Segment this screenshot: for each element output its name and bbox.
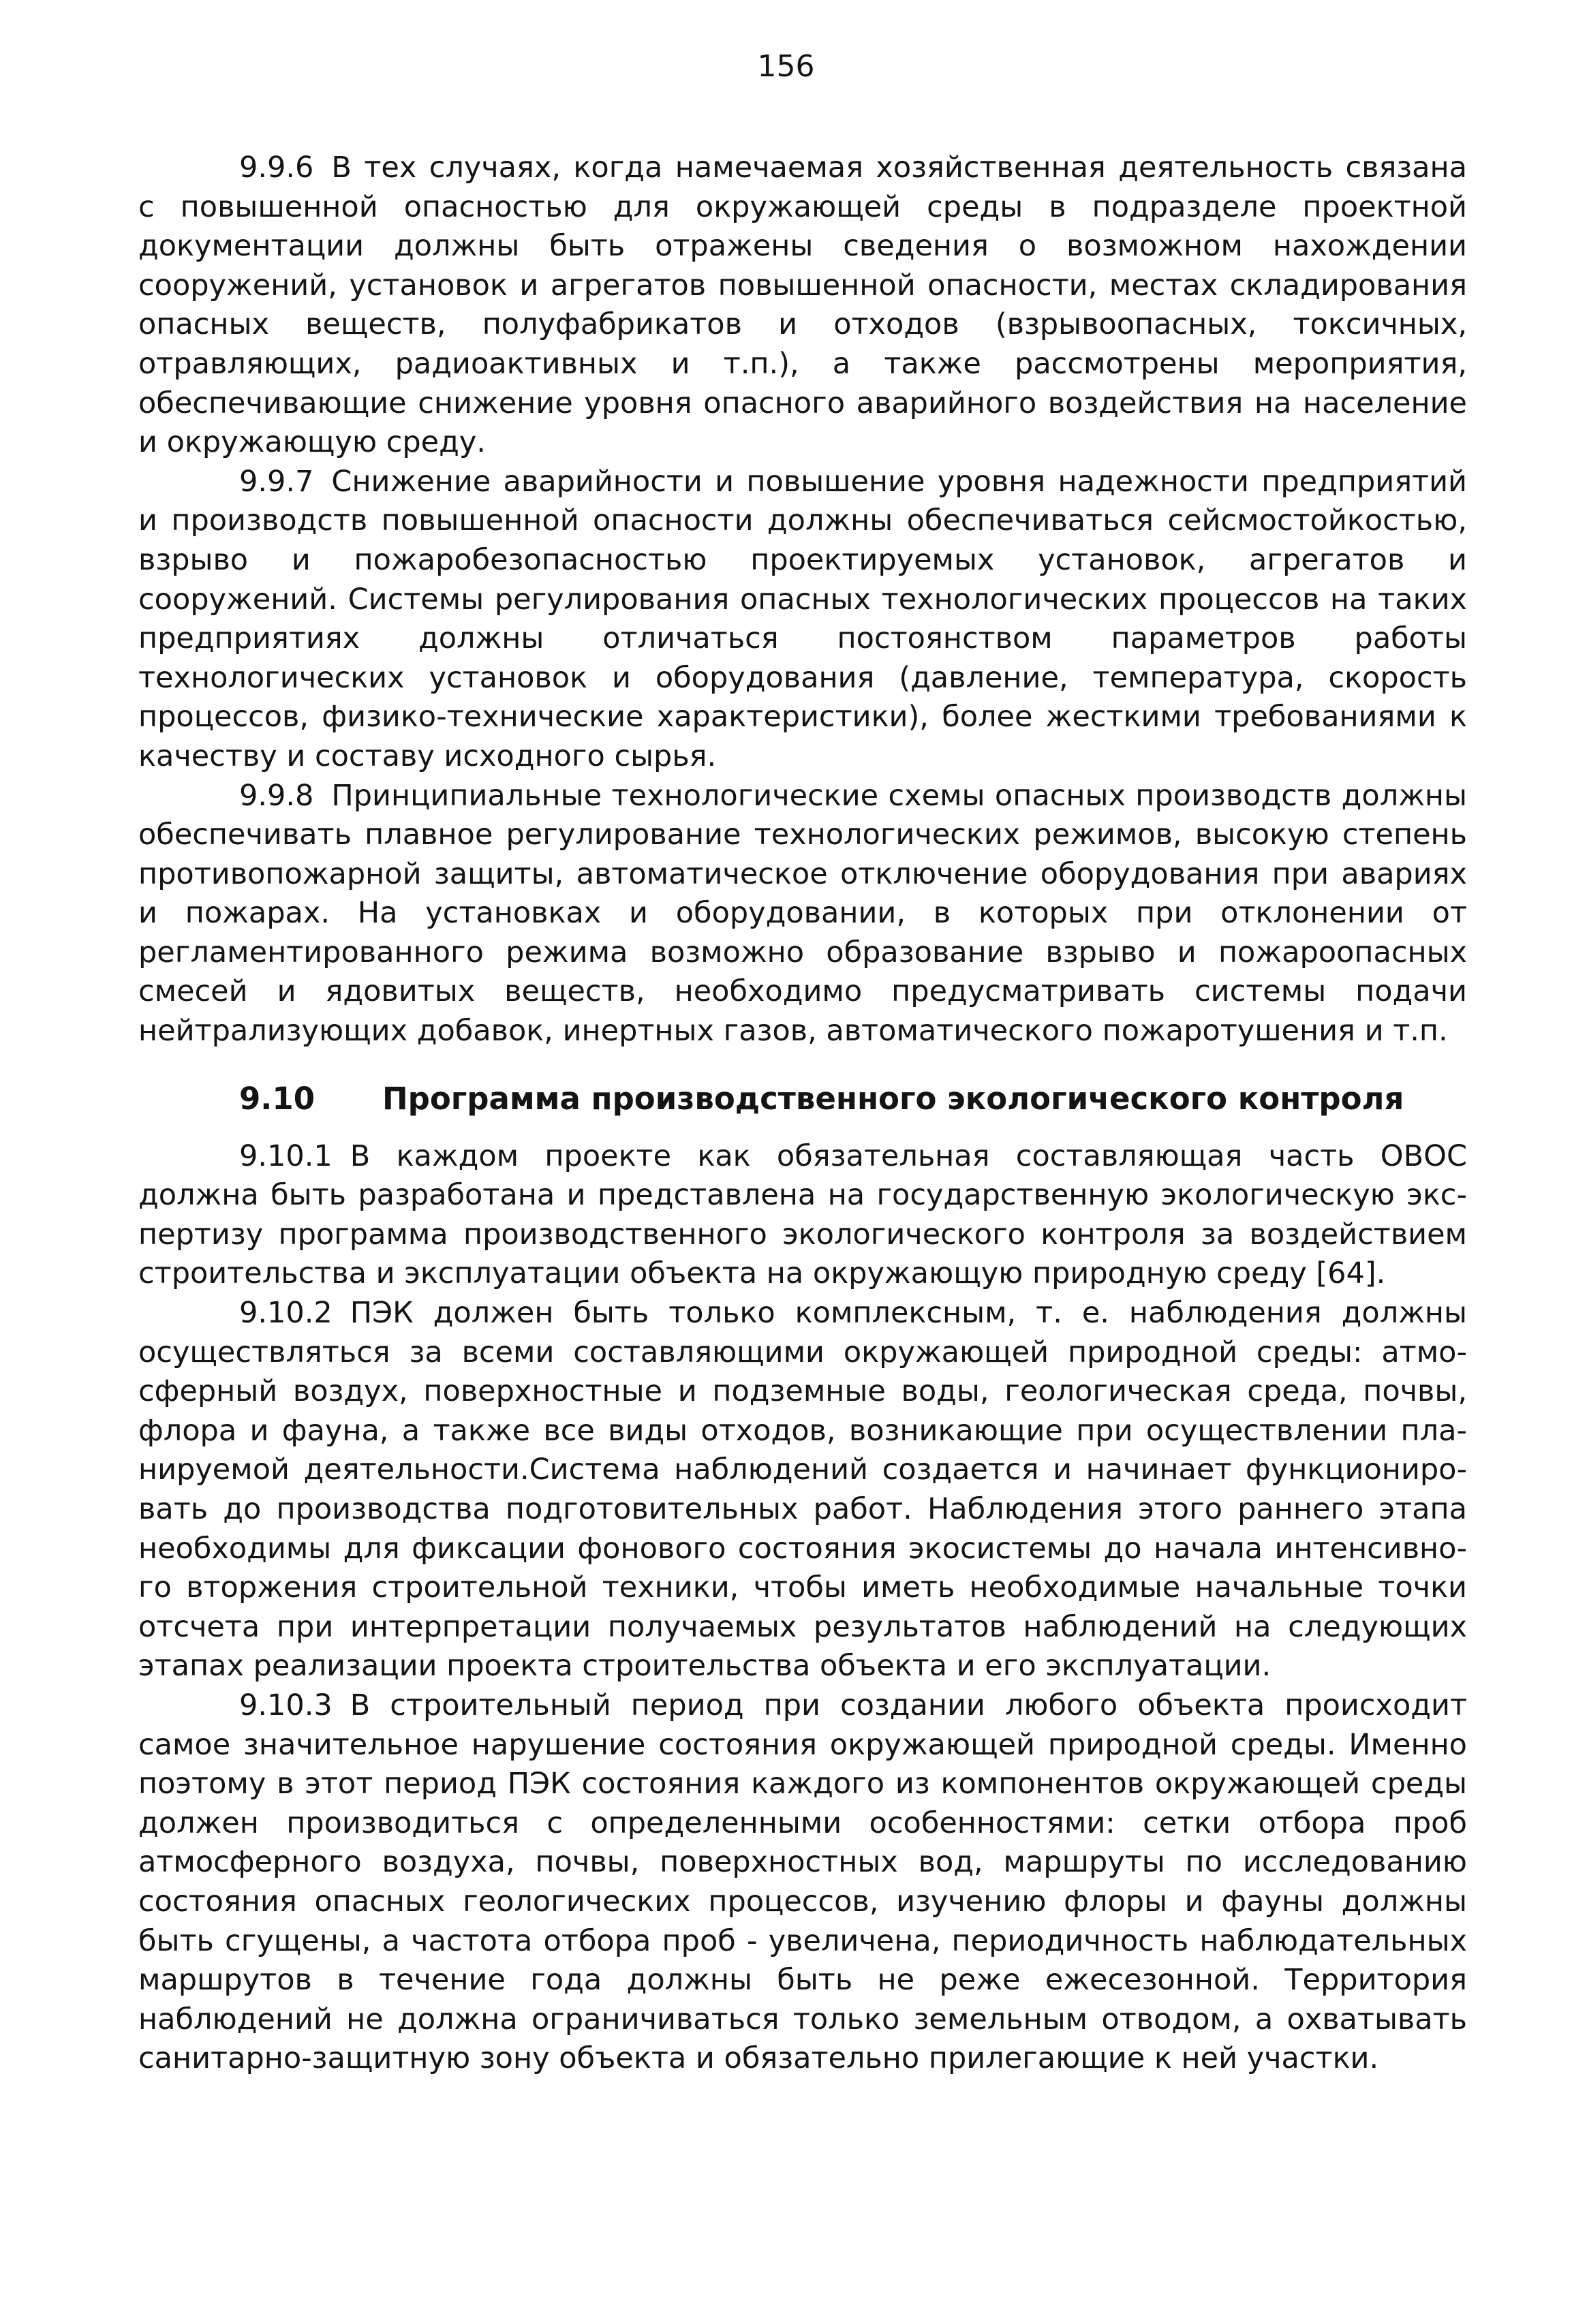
section-heading <box>138 1079 1467 1119</box>
paragraph-9-10-3 <box>138 1686 1467 2079</box>
paragraph-text: ПЭК должен быть только комплексным, т. е. наблюдения должны осуществляться за всеми составляющими окружающей природной среды: атмосферный воздух, поверхностные и подземные воды, геологическая среда, почвы, флора и фауна, а также все виды отходов, возникающие при осуществлении планируемой деятельности.Система наблюдений создается и начинает функционировать до производства подготовительных работ. Наблюдения этого раннего этапа необходимы для фиксации фонового состояния экосистемы до начала интенсивного вторжения строительной техники, чтобы иметь необходимые начальные точки отсчета при интерпретации получаемых результатов наблюдений на следующих этапах реализации проекта строительства объекта и его эксплуатации. <box>138 1296 1467 1684</box>
paragraph-number: 9.10.3 <box>239 1688 333 1722</box>
paragraph-text: В тех случаях, когда намечаемая хозяйственная деятельность связана с повышенной опасностью для окружающей среды в подразделе проектной документации должны быть отражены сведения о возможном нахождении сооружений, установок и агрегатов повышенной опасности, местах складирования опасных веществ, полуфабрикатов и отходов (взрывоопасных, токсичных, отравляющих, радиоактивных и т.п.), а также рассмотрены мероприятия, обеспечивающие снижение уровня опасного аварийного воздействия на население и окружающую среду. <box>138 151 1467 460</box>
section-number: 9.10 <box>239 1080 315 1117</box>
paragraph-number: 9.9.6 <box>239 151 314 185</box>
paragraph-9-9-6 <box>138 149 1467 463</box>
paragraph-number: 9.9.8 <box>239 778 314 813</box>
page-number: 156 <box>757 49 815 84</box>
paragraph-text: В каждом проекте как обязательная составляющая часть ОВОС должна быть разработана и представлена на государственную экологическую экспертизу программа производственного экологического контроля за воздействием строительства и эксплуатации объекта на окружающую природную среду [64]. <box>138 1138 1467 1291</box>
paragraph-9-10-1 <box>138 1137 1467 1294</box>
body-text <box>138 149 1467 2079</box>
paragraph-number: 9.10.2 <box>239 1296 333 1331</box>
paragraph-9-9-8 <box>138 777 1467 1051</box>
paragraph-9-10-2 <box>138 1294 1467 1686</box>
paragraph-text: Принципиальные технологические схемы опасных производств должны обеспечивать плавное регулирование технологических режимов, высокую степень противопожарной защиты, автоматическое отключение оборудования при авариях и пожарах. На установках и оборудовании, в которых при отклонении от регламентированного режима возможно образование взрыво и пожароопасных смесей и ядовитых веществ, необходимо предусматривать системы подачи нейтрализующих добавок, инертных газов, автоматического пожаротушения и т.п. <box>138 778 1467 1049</box>
paragraph-text: Снижение аварийности и повышение уровня надежности предприятий и производств повышенной опасности должны обеспечиваться сейсмостойкостью, взрыво и пожаробезопасностью проектируемых установок, агрегатов и сооружений. Системы регулирования опасных технологических процессов на таких предприятиях должны отличаться постоянством параметров работы технологических установок и оборудования (давление, температура, скорость процессов, физико-технические характеристики), более жесткими требованиями к качеству и составу исходного сырья. <box>138 464 1467 773</box>
paragraph-text: В строительный период при создании любого объекта происходит самое значительное нарушение состояния окружающей природной среды. Именно поэтому в этот период ПЭК состояния каждого из компонентов окружающей среды должен производиться с определенными особенностями: сетки отбора проб атмосферного воздуха, почвы, поверхностных вод, маршруты по исследованию состояния опасных геологических процессов, изучению флоры и фауны должны быть сгущены, а частота отбора проб - увеличена, периодичность наблюдательных маршрутов в течение года должны быть не реже ежесезонной. Территория наблюдений не должна ограничиваться только земельным отводом, а охватывать санитарно-защитную зону объекта и обязательно прилегающие к ней участки. <box>138 1688 1467 2076</box>
section-title: Программа производственного экологического контроля <box>382 1080 1404 1117</box>
paragraph-number: 9.9.7 <box>239 464 314 499</box>
paragraph-number: 9.10.1 <box>239 1138 333 1173</box>
paragraph-9-9-7 <box>138 463 1467 777</box>
